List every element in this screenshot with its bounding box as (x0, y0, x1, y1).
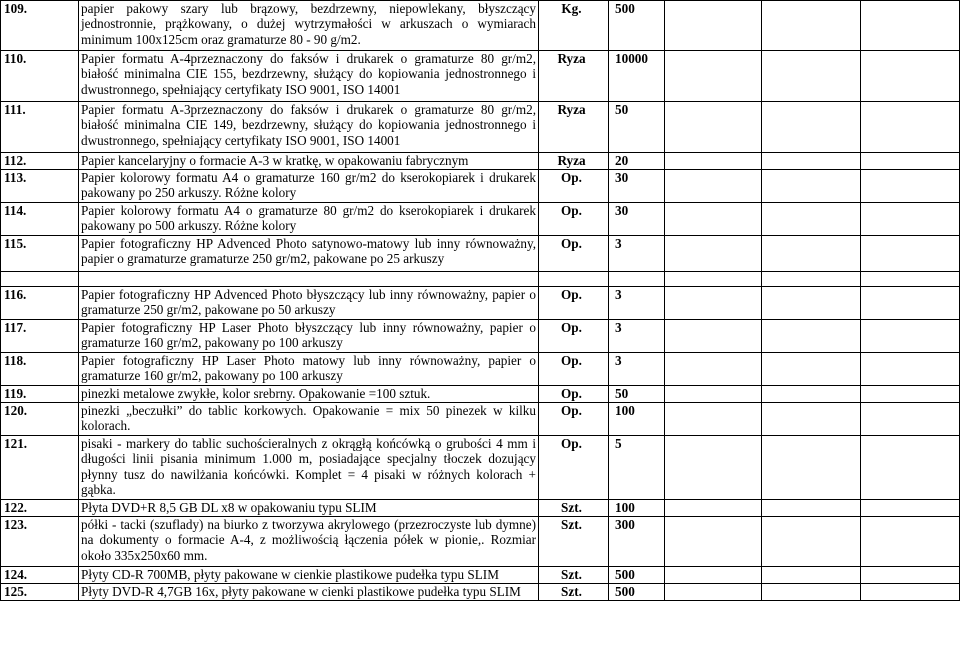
empty-cell (665, 236, 762, 272)
table-row (1, 153, 960, 170)
item-number: 118. (1, 353, 79, 386)
empty-cell (861, 1, 960, 51)
table-row (1, 170, 960, 203)
item-number: 122. (1, 500, 79, 517)
item-description: półki - tacki (szuflady) na biurko z tworzywa akrylowego (przezroczyste lub dymne) na dokumenty o formacie A-4, z możliwością łączenia półek w pionie,. Rozmiar około 335x250x60 mm. (79, 517, 539, 567)
item-quantity: 300 (609, 517, 665, 567)
item-unit: Op. (539, 287, 609, 320)
item-description: pinezki „beczułki” do tablic korkowych. Opakowanie = mix 50 pinezek w kilku kolorach. (79, 403, 539, 436)
empty-cell (762, 236, 861, 272)
item-unit: Ryza (539, 102, 609, 153)
item-description: Papier fotograficzny HP Advenced Photo satynowo-matowy lub inny równoważny, papier o gramaturze gramaturze 250 gr/m2, pakowane po 25 arkuszy (79, 236, 539, 272)
empty-cell (861, 102, 960, 153)
item-quantity: 500 (609, 567, 665, 584)
item-quantity: 50 (609, 102, 665, 153)
empty-cell (861, 236, 960, 272)
empty-cell (609, 272, 665, 287)
empty-cell (861, 353, 960, 386)
item-description: pinezki metalowe zwykłe, kolor srebrny. Opakowanie =100 sztuk. (79, 386, 539, 403)
item-description: Papier kancelaryjny o formacie A-3 w kratkę, w opakowaniu fabrycznym (79, 153, 539, 170)
empty-cell (762, 272, 861, 287)
item-unit: Op. (539, 236, 609, 272)
item-description: papier pakowy szary lub brązowy, bezdrzewny, niepowlekany, błyszczący jednostronnie, prążkowany, o dużej wytrzymałości w arkuszach o wymiarach minimum 100x125cm oraz gramaturze 80 - 90 g/m2. (79, 1, 539, 51)
empty-cell (861, 153, 960, 170)
empty-cell (665, 386, 762, 403)
empty-cell (762, 517, 861, 567)
item-unit: Szt. (539, 517, 609, 567)
item-quantity: 100 (609, 403, 665, 436)
empty-cell (861, 567, 960, 584)
item-number: 119. (1, 386, 79, 403)
item-description: Papier kolorowy formatu A4 o gramaturze 160 gr/m2 do kserokopiarek i drukarek pakowany po 250 arkuszy. Różne kolory (79, 170, 539, 203)
empty-cell (861, 436, 960, 500)
table-row (1, 567, 960, 584)
empty-cell (762, 353, 861, 386)
item-unit: Szt. (539, 500, 609, 517)
item-unit: Op. (539, 436, 609, 500)
item-unit: Szt. (539, 567, 609, 584)
table-row (1, 500, 960, 517)
table-row (1, 517, 960, 567)
item-quantity: 100 (609, 500, 665, 517)
empty-cell (861, 500, 960, 517)
empty-cell (665, 272, 762, 287)
empty-cell (665, 584, 762, 601)
empty-cell (665, 403, 762, 436)
empty-cell (861, 584, 960, 601)
table-row (1, 403, 960, 436)
item-number: 120. (1, 403, 79, 436)
item-quantity: 500 (609, 1, 665, 51)
table-body (1, 1, 960, 601)
empty-cell (762, 320, 861, 353)
item-quantity: 10000 (609, 51, 665, 102)
table-row (1, 320, 960, 353)
item-unit: Op. (539, 203, 609, 236)
empty-cell (861, 272, 960, 287)
item-description: Płyty DVD-R 4,7GB 16x, płyty pakowane w cienki plastikowe pudełka typu SLIM (79, 584, 539, 601)
empty-cell (762, 102, 861, 153)
empty-cell (861, 517, 960, 567)
empty-cell (861, 203, 960, 236)
empty-cell (665, 51, 762, 102)
empty-cell (861, 170, 960, 203)
table-row (1, 102, 960, 153)
item-unit: Op. (539, 170, 609, 203)
item-description: Papier formatu A-3przeznaczony do faksów i drukarek o gramaturze 80 gr/m2, białość minimalna CIE 149, bezdrzewny, służący do kopiowania jednostronnego i dwustronnego, spełniający certyfikaty ISO 9001, ISO 14001 (79, 102, 539, 153)
empty-cell (762, 287, 861, 320)
empty-cell (665, 1, 762, 51)
item-description: Papier fotograficzny HP Laser Photo błyszczący lub inny równoważny, papier o gramaturze 160 gr/m2, pakowany po 100 arkuszy (79, 320, 539, 353)
item-unit: Op. (539, 386, 609, 403)
item-number: 121. (1, 436, 79, 500)
table-row (1, 353, 960, 386)
empty-cell (665, 353, 762, 386)
empty-cell (665, 203, 762, 236)
item-number: 116. (1, 287, 79, 320)
item-unit: Op. (539, 320, 609, 353)
table-row (1, 584, 960, 601)
item-description: Papier kolorowy formatu A4 o gramaturze 80 gr/m2 do kserokopiarek i drukarek pakowany po 500 arkuszy. Różne kolory (79, 203, 539, 236)
empty-cell (762, 567, 861, 584)
empty-cell (665, 102, 762, 153)
item-description: Papier formatu A-4przeznaczony do faksów i drukarek o gramaturze 80 gr/m2, białość minimalna CIE 155, bezdrzewny, służący do kopiowania jednostronnego i dwustronnego, spełniający certyfikaty ISO 9001, ISO 14001 (79, 51, 539, 102)
empty-cell (762, 500, 861, 517)
item-number: 125. (1, 584, 79, 601)
item-description: Płyty CD-R 700MB, płyty pakowane w cienkie plastikowe pudełka typu SLIM (79, 567, 539, 584)
item-description: Płyta DVD+R 8,5 GB DL x8 w opakowaniu typu SLIM (79, 500, 539, 517)
empty-cell (762, 403, 861, 436)
item-unit: Szt. (539, 584, 609, 601)
item-quantity: 30 (609, 203, 665, 236)
empty-cell (539, 272, 609, 287)
item-number: 112. (1, 153, 79, 170)
item-quantity: 30 (609, 170, 665, 203)
table-row (1, 236, 960, 272)
item-number: 124. (1, 567, 79, 584)
table-row (1, 51, 960, 102)
item-description: Papier fotograficzny HP Laser Photo matowy lub inny równoważny, papier o gramaturze 160 gr/m2, pakowany po 100 arkuszy (79, 353, 539, 386)
item-number: 113. (1, 170, 79, 203)
table-row (1, 386, 960, 403)
empty-cell (762, 386, 861, 403)
item-quantity: 3 (609, 287, 665, 320)
item-quantity: 3 (609, 353, 665, 386)
empty-cell (665, 567, 762, 584)
empty-cell (762, 153, 861, 170)
item-quantity: 5 (609, 436, 665, 500)
spacer-row (1, 272, 960, 287)
item-number: 111. (1, 102, 79, 153)
empty-cell (665, 170, 762, 203)
empty-cell (861, 51, 960, 102)
empty-cell (762, 584, 861, 601)
item-unit: Op. (539, 353, 609, 386)
table-row (1, 203, 960, 236)
item-quantity: 20 (609, 153, 665, 170)
empty-cell (665, 436, 762, 500)
empty-cell (861, 287, 960, 320)
item-quantity: 50 (609, 386, 665, 403)
item-number: 115. (1, 236, 79, 272)
item-quantity: 3 (609, 320, 665, 353)
item-number: 117. (1, 320, 79, 353)
table-row (1, 436, 960, 500)
empty-cell (1, 272, 79, 287)
empty-cell (665, 517, 762, 567)
empty-cell (861, 386, 960, 403)
empty-cell (79, 272, 539, 287)
empty-cell (861, 320, 960, 353)
empty-cell (861, 403, 960, 436)
item-description: Papier fotograficzny HP Advenced Photo błyszczący lub inny równoważny, papier o gramaturze 250 gr/m2, pakowane po 50 arkuszy (79, 287, 539, 320)
item-unit: Ryza (539, 153, 609, 170)
item-number: 114. (1, 203, 79, 236)
table-row (1, 1, 960, 51)
empty-cell (665, 320, 762, 353)
empty-cell (762, 51, 861, 102)
item-unit: Ryza (539, 51, 609, 102)
item-quantity: 500 (609, 584, 665, 601)
empty-cell (665, 153, 762, 170)
item-unit: Op. (539, 403, 609, 436)
item-quantity: 3 (609, 236, 665, 272)
item-description: pisaki - markery do tablic suchościeralnych z okrągłą końcówką o grubości 4 mm i długości linii pisania minimum 1.000 m, posiadające specjalny tłoczek dozujący płynny tusz do nawilżania końcówki. Komplet = 4 pisaki w różnych kolorach + gąbka. (79, 436, 539, 500)
item-number: 110. (1, 51, 79, 102)
table-row (1, 287, 960, 320)
item-unit: Kg. (539, 1, 609, 51)
empty-cell (762, 1, 861, 51)
empty-cell (762, 436, 861, 500)
empty-cell (762, 203, 861, 236)
item-number: 109. (1, 1, 79, 51)
empty-cell (762, 170, 861, 203)
empty-cell (665, 287, 762, 320)
empty-cell (665, 500, 762, 517)
item-number: 123. (1, 517, 79, 567)
